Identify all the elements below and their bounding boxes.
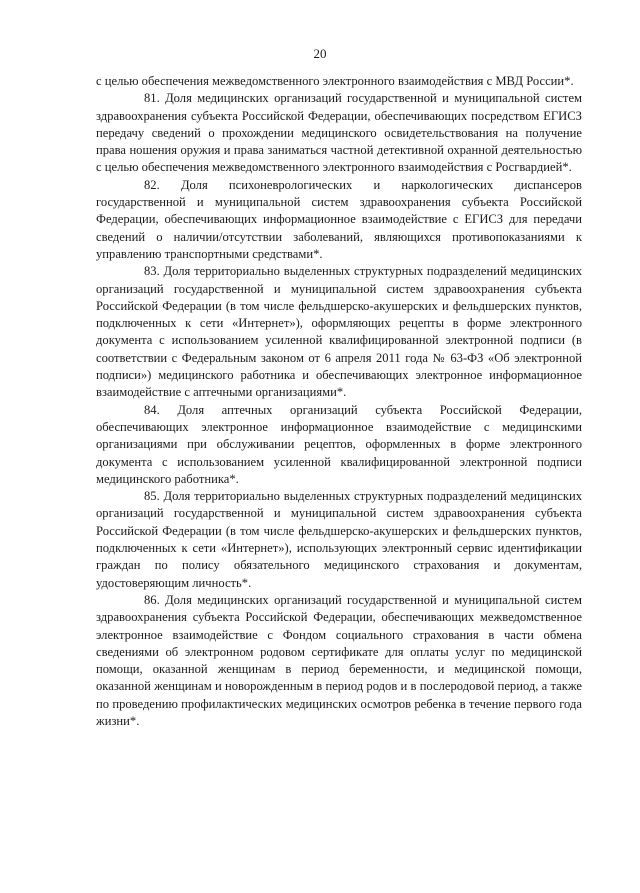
- paragraph-item-82: 82. Доля психоневрологических и наркологических диспансеров государственной и муниципальной систем здравоохранения субъекта Российской Федерации, обеспечивающих информационное взаимодействие с ЕГИСЗ для передачи сведений о наличии/отсутствии заболеваний, являющихся противопоказаниями к управлению транспортными средствами*.: [96, 177, 582, 261]
- paragraph-item-83: 83. Доля территориально выделенных структурных подразделений медицинских организаций государственной и муниципальной систем здравоохранения субъекта Российской Федерации (в том числе фельдшерско-акушерских и фельдшерских пунктов, подключенных к сети «Интернет»), оформляющих рецепты в форме электронного документа с использованием усиленной квалифицированной электронной подписи (в соответствии с Федеральным законом от 6 апреля 2011 года № 63-ФЗ «Об электронной подписи») медицинского работника и обеспечивающих электронное информационное взаимодействие с аптечными организациями*.: [96, 264, 582, 400]
- paragraph-item-81: 81. Доля медицинских организаций государственной и муниципальной систем здравоохранения субъекта Российской Федерации, обеспечивающих посредством ЕГИСЗ передачу сведений о прохождении медицинского освидетельствования на получение права ношения оружия и права заниматься частной детективной охранной деятельностью с целью обеспечения межведомственного электронного взаимодействия с Росгвардией*.: [96, 91, 582, 175]
- paragraph-item-86: 86. Доля медицинских организаций государственной и муниципальной систем здравоохранения субъекта Российской Федерации, обеспечивающих межведомственное электронное взаимодействие с Фондом социального страхования в части обмена сведениями об электронном родовом сертификате для оплаты услуг по медицинской помощи, оказанной женщинам в период беременности, и медицинской помощи, оказанной женщинам и новорожденным в период родов и в послеродовой период, а также по проведению профилактических медицинских осмотров ребенка в течение первого года жизни*.: [96, 592, 582, 728]
- paragraph-item-85: 85. Доля территориально выделенных структурных подразделений медицинских организаций государственной и муниципальной систем здравоохранения субъекта Российской Федерации (в том числе фельдшерско-акушерских и фельдшерских пунктов, подключенных к сети «Интернет»), использующих электронный сервис идентификации граждан по полису обязательного медицинского страхования и документам, удостоверяющим личность*.: [96, 489, 582, 590]
- document-body: [96, 73, 582, 730]
- paragraph-continuation: с целью обеспечения межведомственного электронного взаимодействия с МВД России*.: [96, 74, 574, 88]
- page-number: 20: [313, 46, 327, 61]
- paragraph-item-84: 84. Доля аптечных организаций субъекта Российской Федерации, обеспечивающих электронное информационное взаимодействие с медицинскими организациями при обслуживании рецептов, оформленных в форме электронного документа с использованием усиленной квалифицированной электронной подписи медицинского работника*.: [96, 402, 582, 486]
